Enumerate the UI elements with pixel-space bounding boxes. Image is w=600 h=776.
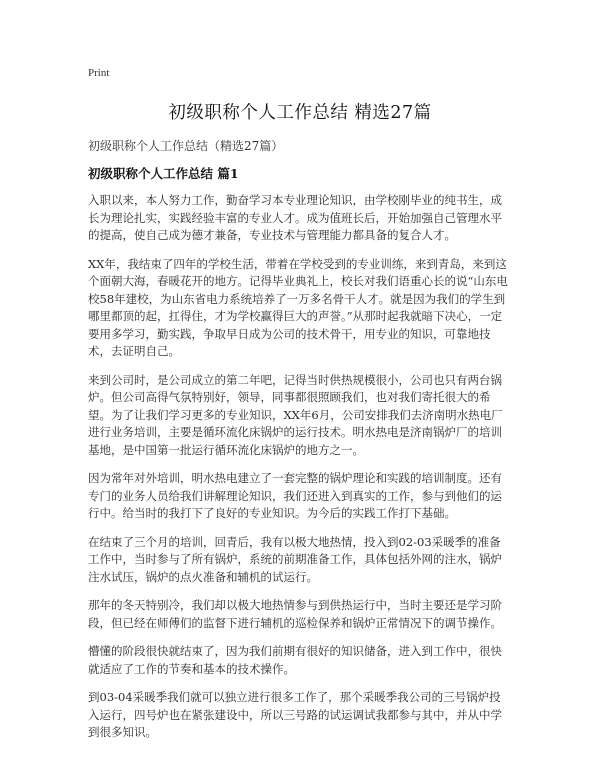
paragraph-2: XX年，我结束了四年的学校生活，带着在学校受到的专业训练，来到青岛，来到这个面朝大海，春暖花开的地方。记得毕业典礼上，校长对我们语重心长的说“山东电校58年建校，为山东省电力系统培养了一万多名骨干人才。就是因为我们的学生到哪里都顶的起，扛得住，才为学校赢得巨大的声誉。”从那时起我就暗下决心，一定要用多学习，勤实践，争取早日成为公司的技术骨干，用专业的知识，可靠地技术，去证明自己。	[88, 256, 508, 358]
paragraph-1: 入职以来，本人努力工作，勤奋学习本专业理论知识，由学校刚毕业的纯书生，成长为理论扎实，实践经验丰富的专业人才。成为值班长后，开始加强自己管理水平的提高，使自己成为德才兼备，专业技术与管理能力都具备的复合人才。	[88, 193, 502, 242]
page-title: 初级职称个人工作总结 精选27篇	[168, 103, 432, 123]
paragraph-4: 因为常年对外培训，明水热电建立了一套完整的锅炉理论和实践的培训制度。还有专门的业务人员给我们讲解理论知识，我们还进入到真实的工作，参与到他们的运行中。给当时的我打下了良好的专业知识。为今后的实践工作打下基础。	[88, 471, 502, 520]
section-heading: 初级职称个人工作总结 篇1	[88, 166, 239, 181]
paragraph-5: 在结束了三个月的培训，回青后，我有以极大地热情，投入到02-03采暖季的准备工作中，当时参与了所有锅炉，系统的前期准备工作，具体包括外网的注水，锅炉注水试压，锅炉的点火准备和辅机的试运行。	[88, 534, 502, 584]
paragraph-3: 来到公司时，是公司成立的第二年吧，记得当时供热规模很小，公司也只有两台锅炉。但公司高得气氛特别好，领导，同事都很照顾我们，也对我们寄托很大的希望。为了让我们学习更多的专业知识，XX年6月，公司安排我们去济南明水热电厂进行业务培训，主要是循环流化床锅炉的运行技术。明水热电是济南锅炉厂的培训基地，是中国第一批运行循环流化床锅炉的地方之一。	[88, 372, 503, 457]
paragraph-8: 到03-04采暖季我们就可以独立进行很多工作了，那个采暖季我公司的三号锅炉投入运行，四号炉也在紧张建设中，所以三号路的试运调试我都参与其中，并从中学到很多知识。	[88, 690, 502, 739]
paragraph-7: 懵懂的阶段很快就结束了，因为我们前期有很好的知识储备，进入到工作中，很快就适应了工作的节奏和基本的技术操作。	[88, 644, 502, 676]
print-link[interactable]: Print	[88, 67, 110, 79]
paragraph-6: 那年的冬天特别冷，我们却以极大地热情参与到供热运行中，当时主要还是学习阶段，但已经在师傅们的监督下进行辅机的巡检保养和锅炉正常情况下的调节操作。	[88, 598, 502, 630]
document-subtitle: 初级职称个人工作总结（精选27篇）	[88, 139, 284, 153]
